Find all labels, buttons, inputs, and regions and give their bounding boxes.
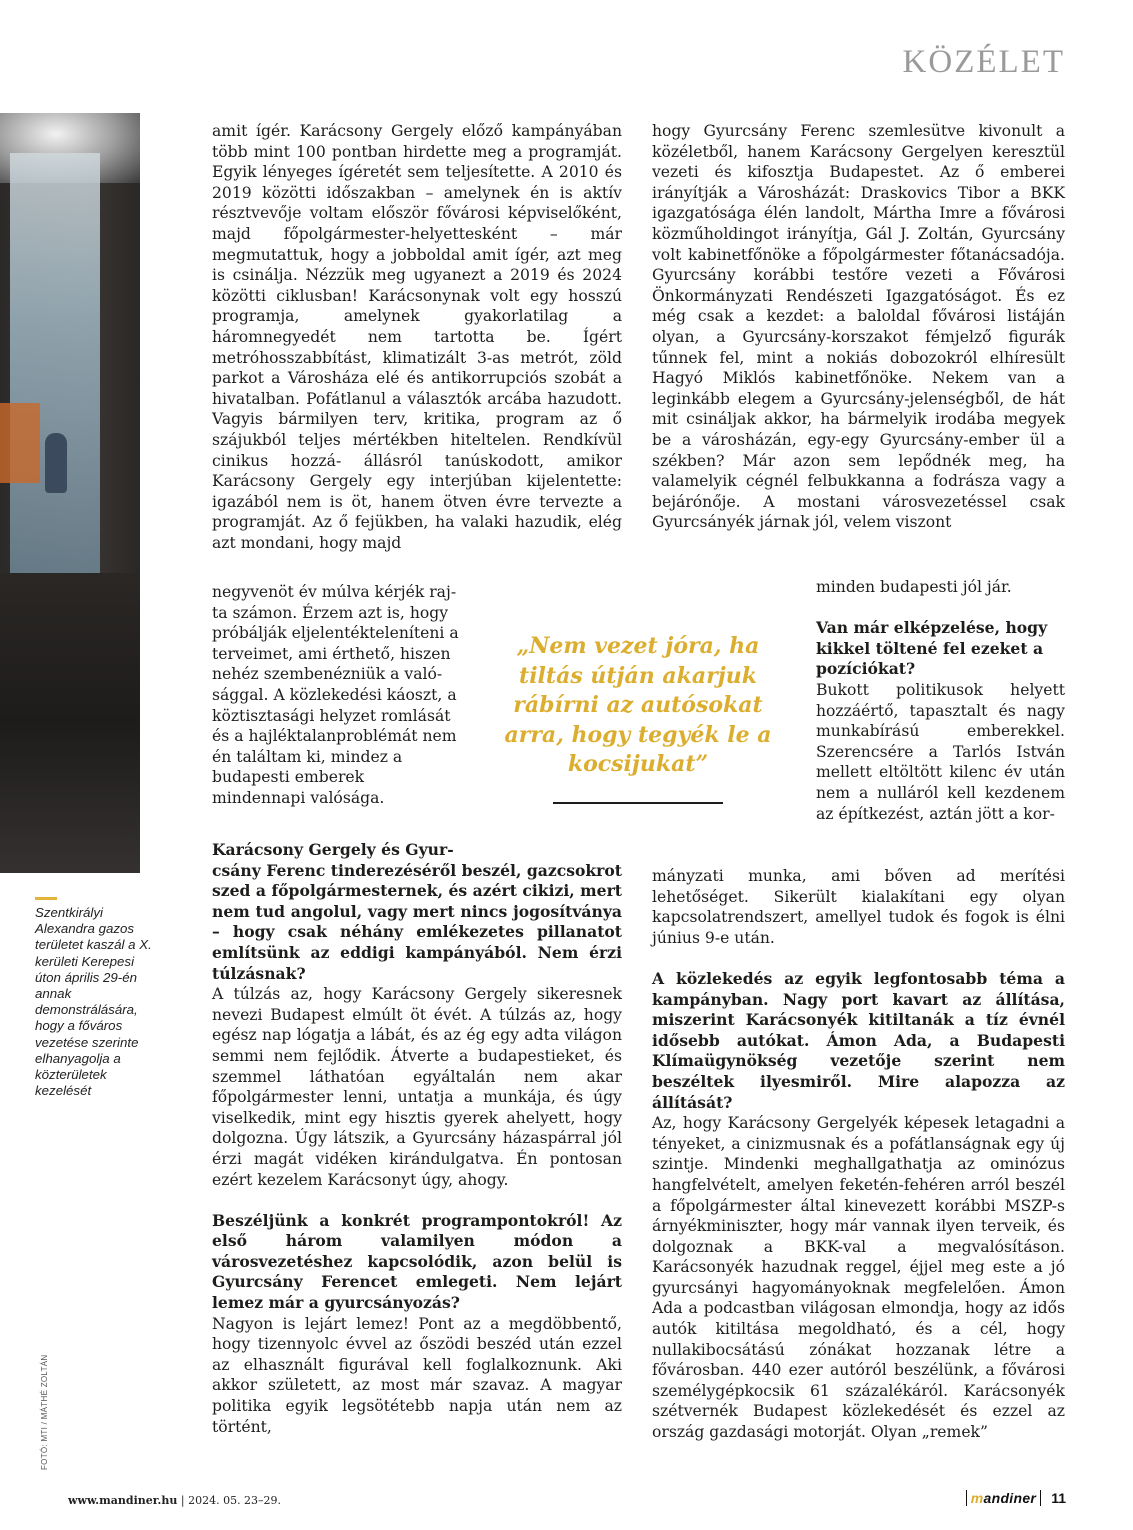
col1-top-line: ötven évre tervezte a programját. Az ő fejükben,: [212, 492, 623, 532]
brand-logo: [966, 1490, 1041, 1506]
col1-top-line: ha valaki hazudik, elég azt mondani, hogy majd: [212, 513, 623, 552]
col1-narrow-line: találtam ki, mindez a budapesti: [212, 747, 403, 787]
column-2-lower: [652, 866, 1065, 1443]
answer-2: Nagyon is lejárt lemez! Pont az a megdöbbentő, hogy tizennyolc évvel az őszödi beszéd után ezzel az elhasznált figurával kell foglalkoznunk. Aki akkor született, az most már szavaz. A magyar politika egyik legsötétebb napja után nem az történt,: [212, 1314, 622, 1436]
col1-top-line: hivatalban. Pofátlanul a választók arcába hazudott.: [212, 389, 622, 408]
col1-top-line: parkot a Városháza elé és antikorrupciós szobát a: [212, 369, 622, 388]
col2-top-text: hogy Gyurcsány Ferenc szemlesütve kivonult a közéletből, hanem Karácsony Gergelyen keresztül vezeti és kifosztja Budapestet. Az ő emberei irányítják a Városházát: Draskovics Tibor a BKK igazgatósága élén landolt, Mártha Imre a fővárosi közműholdingot irányítja, Gál J. Zoltán, Gyurcsány volt kabinetfőnöke a főpolgármester főtanácsadója. Gyurcsány korábbi testőre vezeti a Fővárosi Önkormányzati Rendészeti Igazgatóságot. És ez még csak a kezdet: a baloldal fővárosi listáján olyan, a Gyurcsány-korszakot fémjelző figurák tűnnek fel, mint a nokiás dobozokról elhíresült Hagyó Miklós kabinetfőnöke. Nekem van a leginkább elegem a Gyurcsány-jelenségből, de hát mit csináljak akkor, ha bármelyik irodába megyek be a városházán, egy-egy Gyurcsány-ember ül a székben? Már azon sem lepődnék meg, ha valamelyik cégnél felbukkanna a fodrásza vagy a bejárónője. A mostani városvezetéssel csak Gyurcsányék járnak jól, velem viszont: [652, 122, 1065, 532]
col1-top-text: [212, 121, 622, 553]
photo: [0, 113, 140, 873]
footer-site: www.mandiner.hu: [68, 1494, 178, 1507]
photo-caption: Szentkirályi Alexandra gazos területet kaszál a X. kerületi Kerepesi úton április 29-én annak demonstrálására, hogy a főváros vezetése szerinte elhanyagolja a közterületek kezelését: [35, 905, 152, 1099]
col1-top-line: interjúban kijelentette: igazából nem is öt, hanem: [212, 472, 622, 511]
answer-4: Az, hogy Karácsony Gergelyék képesek letagadni a tényeket, a cinizmusnak és a pofátlanságnak egy új szintje. Mindenki meghallgathatja az ominózus hangfelvételt, amelyen feketén-fehéren arról beszél a főpolgármester által kinevezett korábbi MSZP-s árnyékminiszter, hogy már vannak ilyen terveik, és dolgoznak a BKK-val a megvalósításon. Karácsonyék hazudnak reggel, éjjel meg este a jó gyurcsányi hagyományoknak megfelelően. Ámon Ada a podcastban világosan elmondja, hogy az idős autók kitiltása megoldható, és a cél, hogy nullakibocsátású zónákat hozzanak létre a fővárosban. 440 ezer autóról beszélünk, a fővárosi személygépkocsik 61 százalékáról. Karácsonyék szétvernék Budapest közlekedését és ezzel az ország gazdasági motorját. Olyan „remek”: [652, 1114, 1065, 1442]
photo-figure: [45, 433, 67, 493]
question-3: Van már elképzelése, hogy kikkel töltené fel ezeket a pozíciókat?: [816, 618, 1048, 679]
photo-orange-object: [0, 403, 40, 483]
col1-narrow-line: sággal. A közlekedési káoszt, a: [212, 685, 457, 704]
col1-top-line: Vagyis bármilyen terv, kritika, program az ő szájukból: [212, 410, 622, 449]
col1-narrow-line: ta számon. Érzem azt is, hogy: [212, 603, 449, 622]
col1-narrow-line: köztisztasági helyzet romlását és: [212, 706, 451, 746]
footer-left: www.mandiner.hu | 2024. 05. 23–29.: [68, 1494, 282, 1507]
col1-top-line: metróhosszabbítást, klimatizált 3-as metrót, zöld: [212, 348, 622, 367]
column-1-top: [212, 121, 622, 553]
photo-window: [10, 153, 100, 573]
col1-top-line: hogy a jobboldal amit ígér, azt meg is csinálja. Nézzük: [212, 245, 622, 285]
column-1-narrow: [212, 582, 462, 809]
col1-narrow-line: nehéz szembenézniük a való-: [212, 665, 443, 684]
photo-dark-area: [0, 573, 140, 873]
question-4: A közlekedés az egyik legfontosabb téma a kampányban. Nagy port kavart az állítása, miszerint Karácsonyék kitiltanák a tíz évnél idősebb autókat. Ámon Ada, a Budapesti Klímaügynökség vezetője szerint nem beszéltek ilyesmiről. Mire alapozza az állítását?: [652, 968, 1065, 1112]
pull-quote-rule: [553, 802, 723, 804]
column-1-lower: [212, 840, 622, 1437]
question-2: Beszéljünk a konkrét programpontokról! Az első három valamilyen módon a városvezetéshez kapcsolódik, azon belül is Gyurcsány Ferencet emlegeti. Nem lejárt lemez már a gyurcsányozás?: [212, 1210, 622, 1313]
col1-top-line: gyakorlatilag a háromnegyedét nem tartotta be. Ígért: [212, 307, 622, 346]
col1-narrow-text: [212, 582, 462, 809]
col1-top-line: állásról tanúskodott, amikor Karácsony Gergely egy: [212, 451, 622, 491]
brand-logo-rest: andiner: [983, 1490, 1037, 1506]
col1-top-line: teljes mértékben hiteltelen. Rendkívül cinikus hozzá-: [212, 430, 622, 470]
col1-top-line: amit ígér. Karácsony Gergely előző kampányában: [212, 122, 622, 140]
photo-credit: FOTÓ: MTI / MÁTHÉ ZOLTÁN: [40, 1354, 49, 1470]
answer-3-end: mányzati munka, ami bőven ad merítési lehetőséget. Sikerült kialakítani egy olyan kapcsolatrendszert, amellyel tudok és fogok is élni június 9-e után.: [652, 867, 1065, 947]
footer-right: [966, 1490, 1066, 1506]
col1-top-line: több mint 100 pontban hirdette meg a programját.: [212, 142, 622, 161]
pull-quote: „Nem vezet jóra, ha tiltás útján akarjuk rábírni az autósokat arra, hogy tegyék le a kocsijukat”: [504, 633, 772, 778]
section-label: KÖZÉLET: [902, 44, 1065, 80]
col1-narrow-line: terveimet, ami érthető, hiszen: [212, 644, 451, 663]
column-2-top: [652, 121, 1065, 533]
caption-rule: [35, 897, 57, 900]
col1-narrow-line: emberek mindennapi valósága.: [212, 768, 385, 807]
col1-top-line: 2019 közötti időszakban – amelynek én is aktív résztvevője: [212, 183, 622, 223]
brand-logo-m: m: [970, 1490, 984, 1506]
answer-1: A túlzás az, hogy Karácsony Gergely sikeresnek nevezi Budapest elmúlt öt évét. A túlzás az, hogy egész nap lógatja a lábát, és az ég egy adta világon semmi nem fejlődik. Átverte a budapestieket, és szemmel láthatóan egyáltalán nem akar főpolgármester lenni, untatja a munkája, és úgy viselkedik, mint egy hisztis gyerek ahelyett, hogy dolgozna. Úgy látszik, a Gyurcsány házaspárral jól érzi magát vidéken kirándulgatva. Én pontosan ezért kezelem Karácsonyt úgy, ahogy.: [212, 985, 622, 1189]
col1-top-line: voltam először fővárosi képviselőként, majd: [212, 204, 622, 243]
footer-date: 2024. 05. 23–29.: [188, 1494, 282, 1507]
col1-narrow-line: negyvenöt év múlva kérjék raj-: [212, 583, 457, 601]
question-1-head: Karácsony Gergely és Gyur-: [212, 840, 454, 859]
col1-narrow-line: a hajléktalanproblémát nem én: [212, 727, 457, 766]
col2-top-last: minden budapesti jól jár.: [816, 578, 1012, 596]
col1-top-line: meg ugyanezt a 2019 és 2024 közötti ciklusban!: [212, 266, 622, 305]
col1-top-line: főpolgármester-helyettesként – már megmutattuk,: [212, 224, 622, 264]
answer-3-start: Bukott politikusok helyett hozzáértő, tapasztalt és nagy munkabírású emberekkel. Szerencsére a Tarlós István mellett eltöltött kilenc év után nem a nulláról kell kezdenem az építkezést, aztán jött a kor-: [816, 680, 1065, 823]
column-2-mid: [816, 577, 1065, 824]
col1-top-line: Egyik lényeges ígéretét sem teljesítette. A 2010 és: [212, 163, 622, 182]
page-number: 11: [1051, 1490, 1066, 1506]
question-1: csány Ferenc tinderezéséről beszél, gazcsokrot szed a főpolgármesternek, és azért cikizi, mert nem tud angolul, vagy mert nincs jogosítványa – hogy csak néhány emlékezetes pillanatot említsünk az eddigi kampányából. Nem érzi túlzásnak?: [212, 860, 622, 983]
col1-narrow-line: próbálják eljelentékteleníteni a: [212, 624, 459, 643]
col1-top-line: Karácsonynak volt egy hosszú programja, amelynek: [212, 286, 622, 326]
